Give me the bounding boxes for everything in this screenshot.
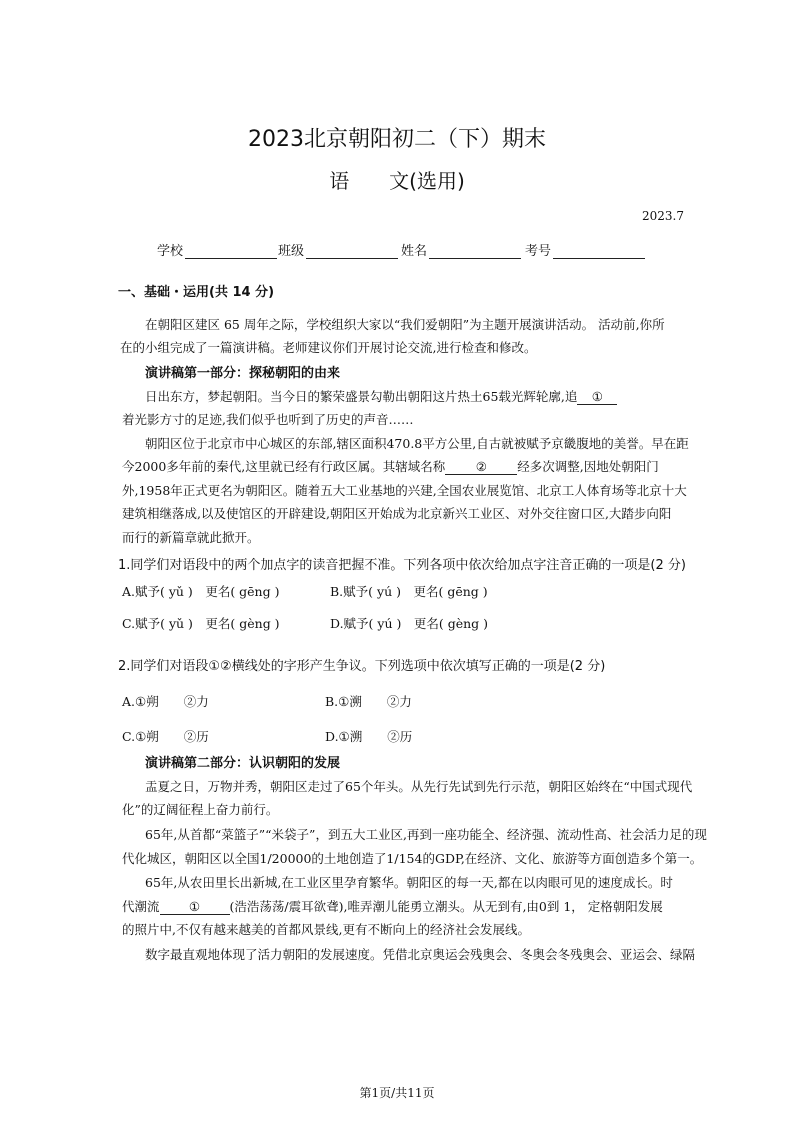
p2-line-5: 而行的新篇章就此掀开。 [122,530,260,545]
q2-option-d: D.①溯 ②历 [325,729,413,744]
question-1-stem: 1.同学们对语段中的两个加点字的读音把握不准。下列各项中依次给加点字注音正确的一项是(2 分) [118,558,686,573]
q1-option-c: C.赋予( yǔ ) 更名( gèng ) [122,616,280,631]
p2-line-4: 建筑相继落成,以及使馆区的开辟建设,朝阳区开始成为北京新兴工业区、对外交往窗口区,大踏步向阳 [122,506,672,521]
page-title: 2023北京朝阳初二（下）期末 [248,127,546,152]
intro-line-1: 在朝阳区建区 65 周年之际，学校组织大家以“我们爱朝阳”为主题开展演讲活动。 活动前,你所 [145,317,665,332]
blank-1: ① [577,389,617,405]
exam-number-field: 考号 [525,240,645,259]
p6-line-1: 数字最直观地体现了活力朝阳的发展速度。凭借北京奥运会残奥会、冬奥会冬残奥会、亚运会、绿隔 [145,947,696,962]
p4-line-1: 65年,从首都“菜篮子”“米袋子”，到五大工业区,再到一座功能全、经济强、流动性高、社会活力足的现 [145,827,707,842]
p2-line-2: 今2000多年前的秦代,这里就已经有行政区属。其辖域名称 ② 经多次调整,因地处朝阳门 [122,459,659,474]
page-footer: 第1页/共11页 [359,1086,435,1100]
blank-3: ① [160,899,230,915]
intro-line-2: 在的小组完成了一篇演讲稿。老师建议你们开展讨论交流,进行检查和修改。 [120,340,537,355]
p3-line-2: 化”的辽阔征程上奋力前行。 [122,802,279,817]
exam-date: 2023.7 [642,209,684,223]
p5-line-2: 代潮流 ① (浩浩荡荡/震耳欲聋),唯弄潮儿能勇立潮头。从无到有,由0到 1， 定格朝阳发展 [122,899,663,914]
p5-line-1: 65年,从农田里长出新城,在工业区里孕育繁华。朝阳区的每一天,都在以肉眼可见的速度成长。时 [145,875,673,890]
p5-line-3: 的照片中,不仅有越来越美的首都风景线,更有不断向上的经济社会发展线。 [122,922,530,937]
part2-heading: 演讲稿第二部分：认识朝阳的发展 [145,756,341,771]
q2-option-a: A.①朔 ②力 [122,694,209,709]
p3-line-1: 盂夏之日，万物并秀，朝阳区走过了65个年头。从先行先试到先行示范，朝阳区始终在“中国式现代 [145,779,693,794]
p2-line-3: 外,1958年正式更名为朝阳区。随着五大工业基地的兴建,全国农业展览馆、北京工人体育场等北京十大 [122,483,687,498]
page-subtitle: 语 文(选用) [329,169,465,193]
p1-line-2: 着光影方寸的足迹,我们似乎也听到了历史的声音…… [122,412,414,427]
name-field: 姓名 [401,240,521,259]
q2-option-b: B.①溯 ②力 [325,694,412,709]
q2-option-c: C.①朔 ②历 [122,729,209,744]
question-2-stem: 2.同学们对语段①②横线处的字形产生争议。下列选项中依次填写正确的一项是(2 分) [118,659,606,674]
p2-line-1: 朝阳区位于北京市中心城区的东部,辖区面积470.8平方公里,自古就被赋予京畿腹地的美誉。早在距 [145,436,689,451]
blank-2: ② [445,459,517,475]
p1-line-1: 日出东方，梦起朝阳。当今日的繁荣盛景勾勒出朝阳这片热土65载光辉轮廓,追 ① [145,387,617,405]
section-title: 一、基础・运用(共 14 分) [118,285,275,300]
q1-option-b: B.赋予( yú ) 更名( gēng ) [330,584,488,599]
q1-option-a: A.赋予( yǔ ) 更名( gēng ) [122,584,280,599]
p4-line-2: 代化城区，朝阳区以全国1/20000的土地创造了1/154的GDP,在经济、文化、旅游等方面创造多个第一。 [122,851,703,866]
school-field: 学校 [157,240,277,259]
q1-option-d: D.赋予( yú ) 更名( gèng ) [330,616,489,631]
class-field: 班级 [278,240,398,259]
part1-heading: 演讲稿第一部分：探秘朝阳的由来 [145,366,341,381]
